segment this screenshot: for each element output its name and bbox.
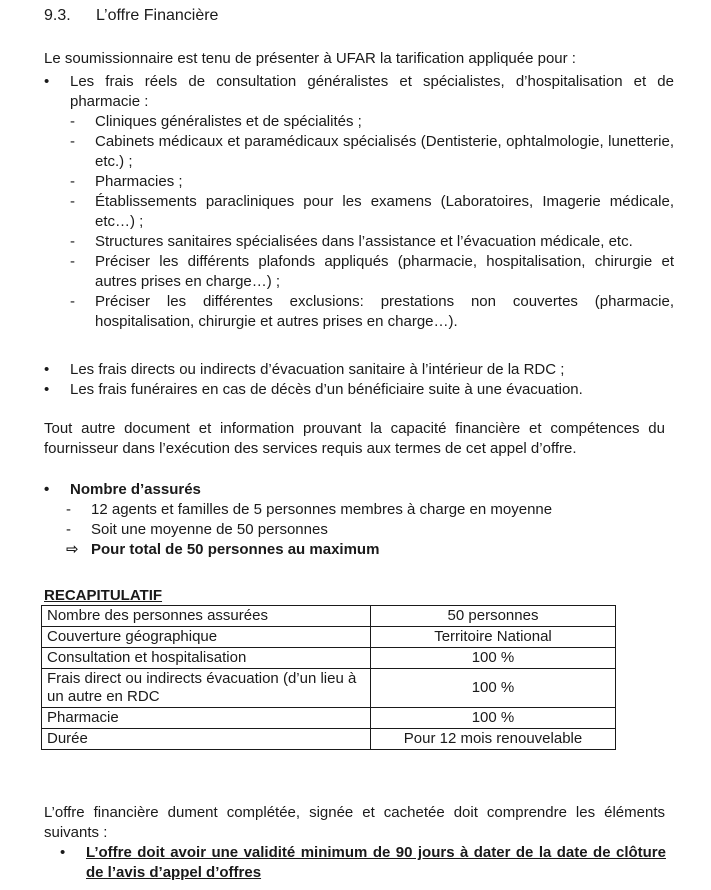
section-number: 9.3. xyxy=(44,7,71,24)
table-cell-value: 50 personnes xyxy=(371,606,616,627)
table-cell-value: 100 % xyxy=(371,648,616,669)
table-cell-label: Consultation et hospitalisation xyxy=(42,648,371,669)
bullet-text: Les frais directs ou indirects d’évacuation sanitaire à l’intérieur de la RDC ; xyxy=(70,361,565,378)
dash-icon: - xyxy=(70,173,75,190)
table-cell-value: Territoire National xyxy=(371,627,616,648)
validity-text: L’offre doit avoir une validité minimum de 90 jours à dater de la date de clôture de l’avis d’appel d’offres xyxy=(86,844,666,881)
sub-item-text: Établissements paracliniques pour les examens (Laboratoires, Imagerie médicale, etc…) ; xyxy=(95,193,674,230)
table-cell-value: 100 % xyxy=(371,669,616,708)
sub-item xyxy=(44,192,674,232)
validity-bullet xyxy=(60,843,666,883)
table-row xyxy=(42,669,616,708)
sub-item-text: Soit une moyenne de 50 personnes xyxy=(91,521,328,538)
recap-title: RECAPITULATIF xyxy=(44,587,163,604)
bullet-icon: • xyxy=(60,844,66,861)
main-bullet-list xyxy=(44,72,674,332)
dash-icon: - xyxy=(70,293,75,310)
bullet-icon: • xyxy=(44,73,50,90)
sub-item-text: Structures sanitaires spécialisées dans l’assistance et l’évacuation médicale, etc. xyxy=(95,233,633,250)
sub-item xyxy=(44,252,674,292)
intro-paragraph: Le soumissionnaire est tenu de présenter à UFAR la tarification appliquée pour : xyxy=(44,50,576,67)
sub-item xyxy=(44,500,664,520)
dash-icon: - xyxy=(66,501,71,518)
assures-title: Nombre d’assurés xyxy=(70,481,201,498)
sub-list xyxy=(44,112,674,332)
dash-icon: - xyxy=(70,193,75,210)
table-row xyxy=(42,627,616,648)
dash-icon: - xyxy=(70,253,75,270)
dash-icon: - xyxy=(70,233,75,250)
sub-item xyxy=(44,520,664,540)
dash-icon: - xyxy=(66,521,71,538)
bullet-icon: • xyxy=(44,481,50,498)
dash-icon: - xyxy=(70,113,75,130)
sub-item-text: Préciser les différents plafonds appliqués (pharmacie, hospitalisation, chirurgie et autres prises en charge…) ; xyxy=(95,253,674,290)
section-heading xyxy=(44,6,218,26)
sub-item-text: Cliniques généralistes et de spécialités ; xyxy=(95,113,362,130)
dash-icon: - xyxy=(70,133,75,150)
table-row xyxy=(42,729,616,750)
sub-item-text: Préciser les différentes exclusions: prestations non couvertes (pharmacie, hospitalisation, chirurgie et autres prises en charge…). xyxy=(95,293,674,330)
recap-table xyxy=(41,605,616,750)
sub-item xyxy=(44,232,674,252)
table-row xyxy=(42,606,616,627)
bullet-item xyxy=(44,360,674,380)
arrow-right-icon: ⇨ xyxy=(66,541,79,558)
table-cell-value: Pour 12 mois renouvelable xyxy=(371,729,616,750)
total-item xyxy=(44,540,664,560)
capacity-paragraph: Tout autre document et information prouvant la capacité financière et compétences du fournisseur dans l’exécution des services requis aux termes de cet appel d’offre. xyxy=(44,420,665,457)
final-paragraph: L’offre financière dument complétée, signée et cachetée doit comprendre les éléments suivants : xyxy=(44,804,665,841)
sub-item-text: Pharmacies ; xyxy=(95,173,183,190)
section-title: L’offre Financière xyxy=(96,7,219,24)
table-cell-label: Nombre des personnes assurées xyxy=(42,606,371,627)
sub-item xyxy=(44,132,674,172)
table-row xyxy=(42,708,616,729)
assures-title-item xyxy=(44,480,664,500)
sub-item xyxy=(44,112,674,132)
sub-item-text: 12 agents et familles de 5 personnes membres à charge en moyenne xyxy=(91,501,553,518)
table-cell-label: Durée xyxy=(42,729,371,750)
bullet-text: Les frais funéraires en cas de décès d’un bénéficiaire suite à une évacuation. xyxy=(70,381,583,398)
table-row xyxy=(42,648,616,669)
table-cell-label: Frais direct ou indirects évacuation (d’un lieu à un autre en RDC xyxy=(42,669,371,708)
assures-section xyxy=(44,480,664,560)
bullet-item xyxy=(44,380,674,400)
total-text: Pour total de 50 personnes au maximum xyxy=(91,541,380,558)
sub-item-text: Cabinets médicaux et paramédicaux spécialisés (Dentisterie, ophtalmologie, lunetterie, etc.) ; xyxy=(95,133,674,170)
bullet-item-frais-reels xyxy=(44,72,674,112)
secondary-bullet-list xyxy=(44,360,674,400)
sub-item xyxy=(44,172,674,192)
bullet-text: Les frais réels de consultation généralistes et spécialistes, d’hospitalisation et de pharmacie : xyxy=(70,73,674,110)
sub-item xyxy=(44,292,674,332)
table-cell-label: Couverture géographique xyxy=(42,627,371,648)
bullet-icon: • xyxy=(44,381,50,398)
bullet-icon: • xyxy=(44,361,50,378)
table-cell-label: Pharmacie xyxy=(42,708,371,729)
table-cell-value: 100 % xyxy=(371,708,616,729)
